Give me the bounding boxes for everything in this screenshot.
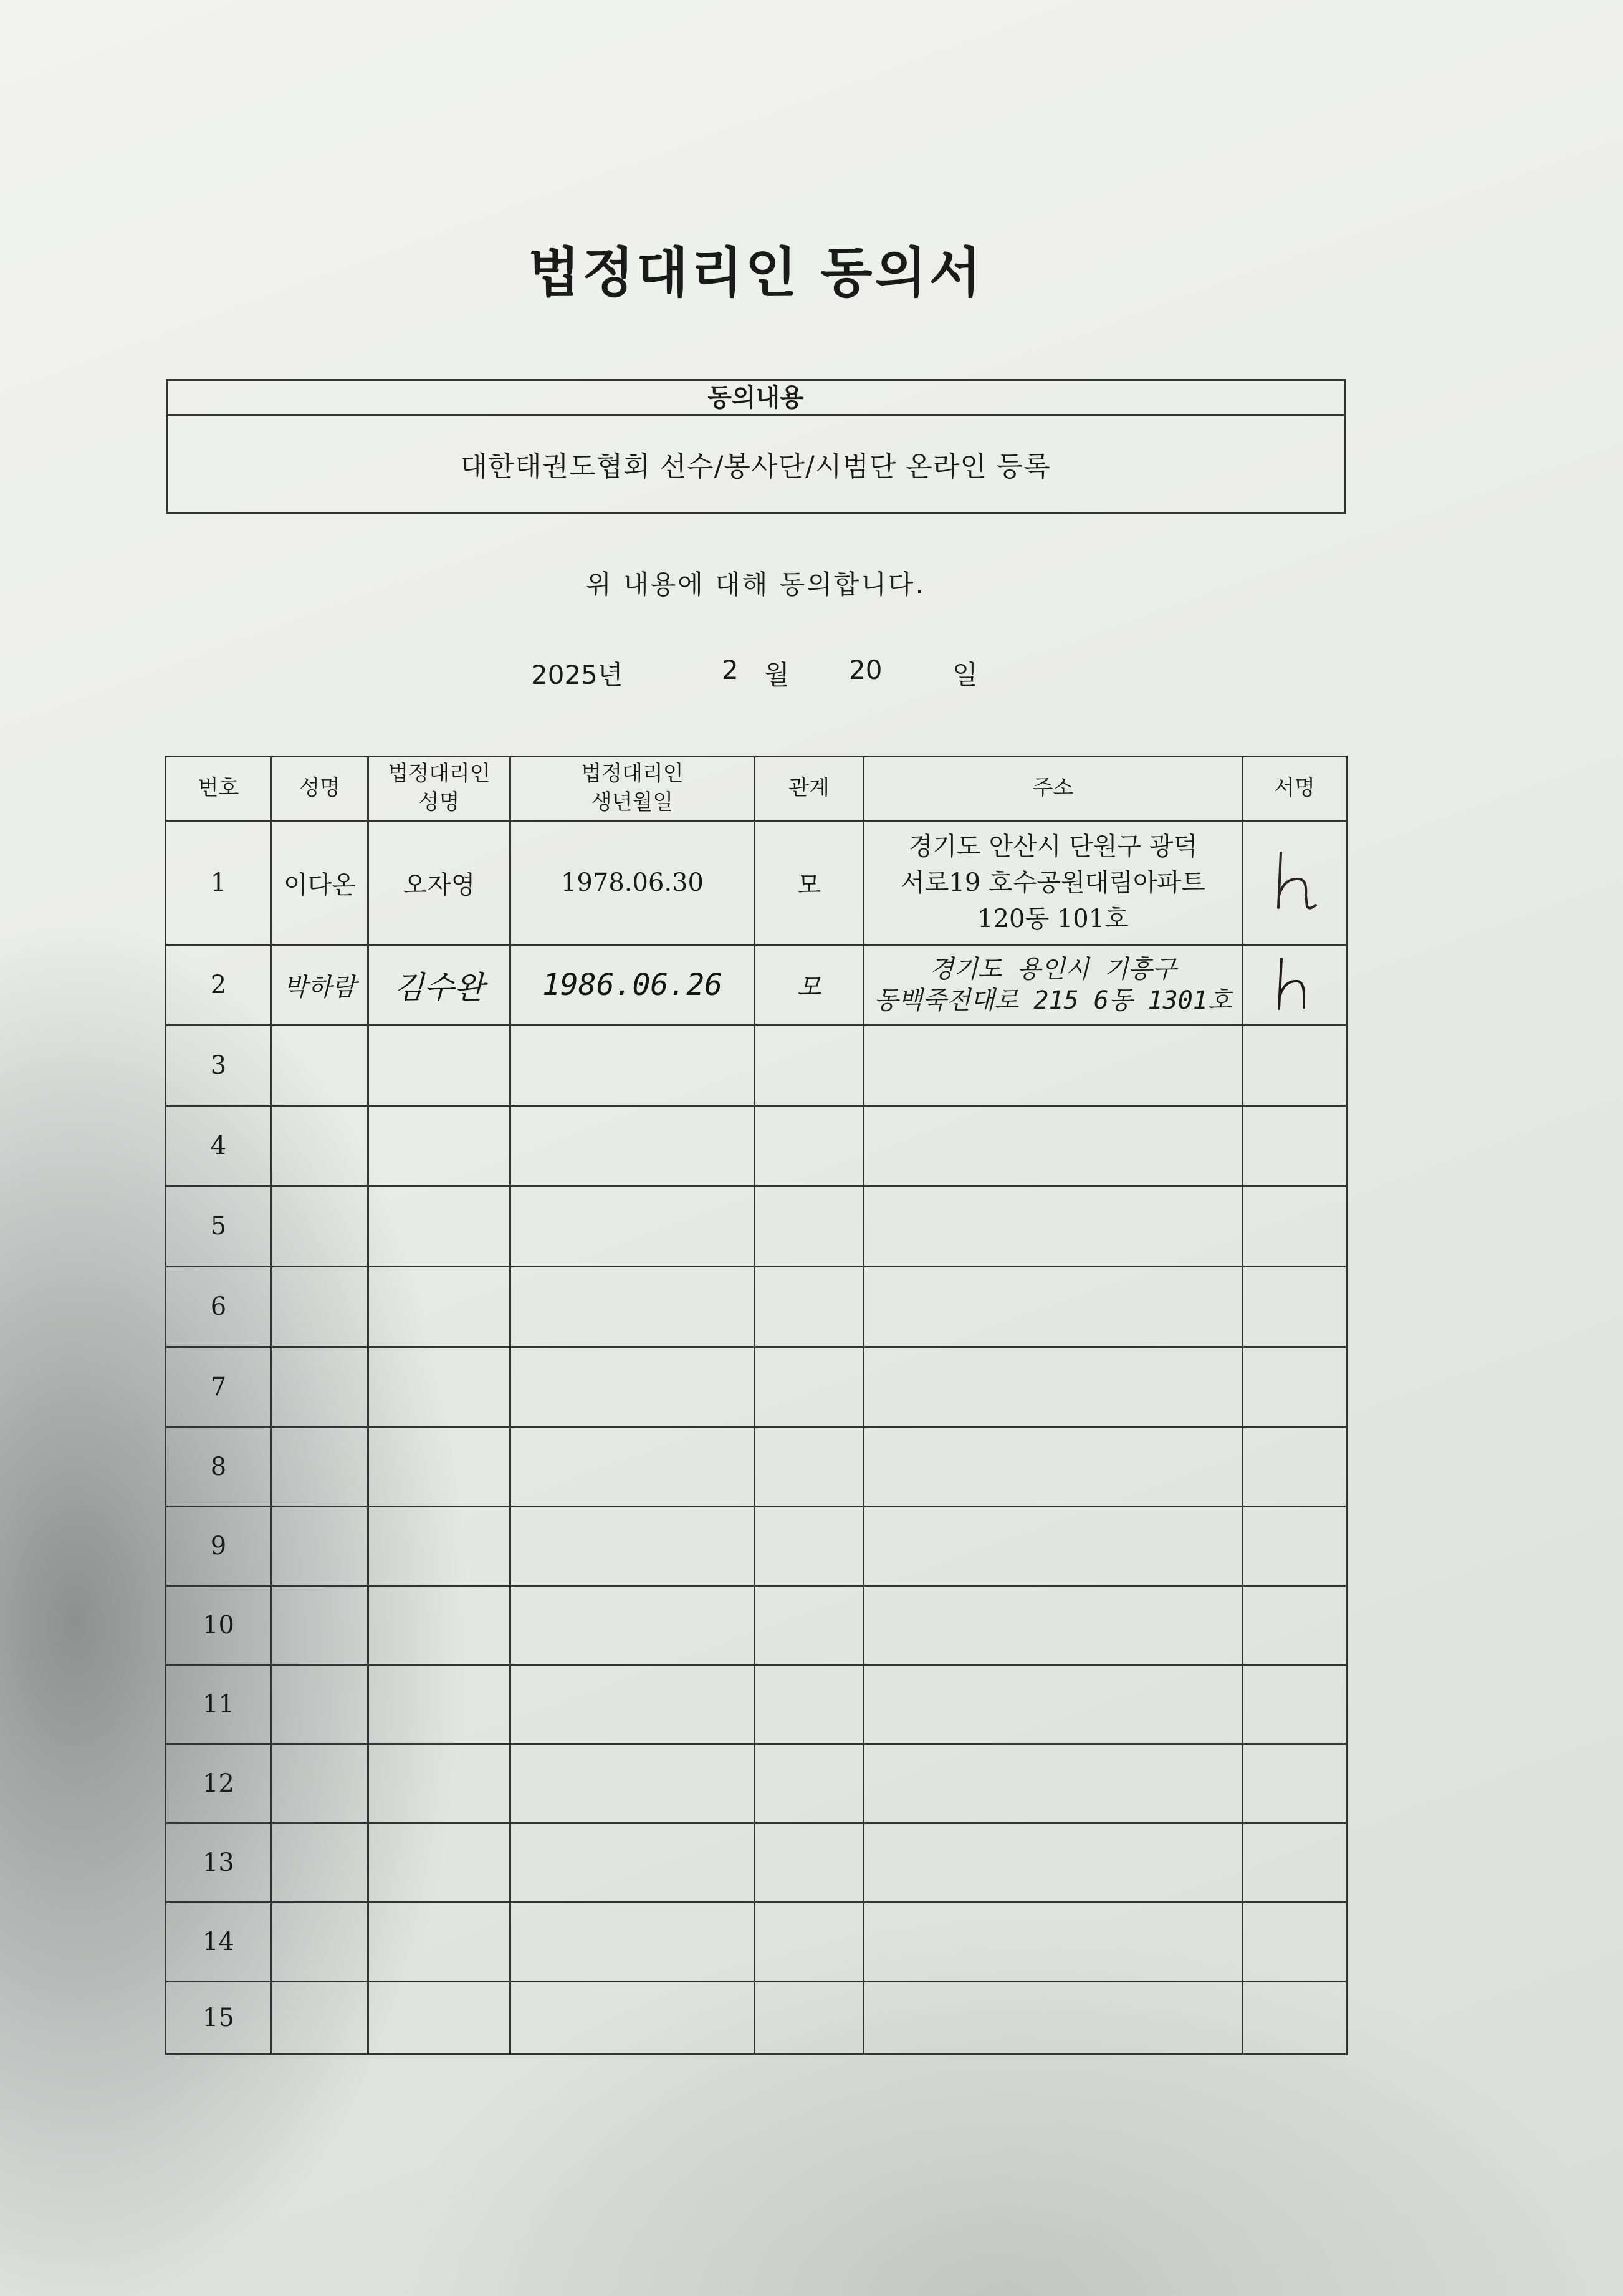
cell-relation: 모 xyxy=(755,945,864,1026)
date-month-unit: 월 xyxy=(764,660,790,690)
cell-relation: 모 xyxy=(755,821,864,945)
cell-no: 11 xyxy=(166,1665,272,1744)
table-row xyxy=(166,821,1347,945)
table-row xyxy=(166,1267,1347,1347)
address-line: 경기도 안산시 단원구 광덕 xyxy=(908,832,1198,861)
address-line: 120동 101호 xyxy=(977,905,1129,933)
table-row xyxy=(166,1903,1347,1982)
date-day-unit: 일 xyxy=(952,660,978,690)
cell-signature xyxy=(1243,821,1347,945)
table-row xyxy=(166,1586,1347,1665)
cell-guardian-name: 김수완 xyxy=(368,945,510,1026)
document-title: 법정대리인 동의서 xyxy=(528,241,984,304)
header-guardian-name-line2: 성명 xyxy=(418,790,460,815)
table-row xyxy=(166,1347,1347,1428)
table-row xyxy=(166,1982,1347,2055)
cell-no: 5 xyxy=(166,1186,272,1267)
cell-guardian-birth: 1978.06.30 xyxy=(510,821,755,945)
header-guardian-birth xyxy=(510,757,755,821)
header-guardian-name xyxy=(368,757,510,821)
cell-no: 6 xyxy=(166,1267,272,1347)
table-row xyxy=(166,1507,1347,1586)
agreement-statement: 위 내용에 대해 동의합니다. xyxy=(586,569,926,600)
cell-no: 8 xyxy=(166,1428,272,1507)
consent-content-box xyxy=(166,379,1346,514)
consent-date xyxy=(0,655,1623,692)
cell-no: 9 xyxy=(166,1507,272,1586)
header-guardian-name-line1: 법정대리인 xyxy=(388,761,491,787)
consent-content-header: 동의내용 xyxy=(168,381,1344,416)
cell-no: 15 xyxy=(166,1982,272,2055)
cell-address xyxy=(864,821,1243,945)
table-row xyxy=(166,1823,1347,1903)
cell-no: 14 xyxy=(166,1903,272,1982)
cell-guardian-name: 오자영 xyxy=(368,821,510,945)
handwritten-signature-icon xyxy=(1266,954,1323,1016)
table-row xyxy=(166,1186,1347,1267)
address-line: 경기도 용인시 기흥구 xyxy=(929,955,1177,984)
cell-address xyxy=(864,945,1243,1026)
cell-no: 10 xyxy=(166,1586,272,1665)
cell-no: 13 xyxy=(166,1823,272,1903)
cell-no: 3 xyxy=(166,1026,272,1106)
table-row xyxy=(166,1428,1347,1507)
cell-no: 4 xyxy=(166,1106,272,1186)
address-line: 동백죽전대로 215 6동 1301호 xyxy=(874,986,1232,1015)
header-signature: 서명 xyxy=(1243,757,1347,821)
cell-no: 12 xyxy=(166,1744,272,1823)
cell-no: 2 xyxy=(166,945,272,1026)
table-header-row xyxy=(166,757,1347,821)
table-row xyxy=(166,1026,1347,1106)
cell-signature xyxy=(1243,945,1347,1026)
table-row xyxy=(166,945,1347,1026)
table-row xyxy=(166,1665,1347,1744)
date-month: 2 xyxy=(722,655,739,685)
roster-table xyxy=(165,756,1348,2055)
header-no: 번호 xyxy=(166,757,272,821)
header-relation: 관계 xyxy=(755,757,864,821)
handwritten-signature-icon xyxy=(1263,845,1326,920)
cell-guardian-birth: 1986.06.26 xyxy=(510,945,755,1026)
consent-content-body: 대한태권도협회 선수/봉사단/시범단 온라인 등록 xyxy=(461,451,1051,483)
header-name: 성명 xyxy=(272,757,368,821)
cell-name: 이다온 xyxy=(272,821,368,945)
date-year: 2025년 xyxy=(531,660,623,690)
cell-no: 7 xyxy=(166,1347,272,1428)
header-guardian-birth-line1: 법정대리인 xyxy=(581,761,684,787)
address-line: 서로19 호수공원대림아파트 xyxy=(901,868,1205,897)
cell-no: 1 xyxy=(166,821,272,945)
date-day: 20 xyxy=(849,655,883,685)
header-guardian-birth-line2: 생년월일 xyxy=(591,790,674,815)
table-row xyxy=(166,1106,1347,1186)
table-row xyxy=(166,1744,1347,1823)
header-address: 주소 xyxy=(864,757,1243,821)
cell-name: 박하람 xyxy=(272,945,368,1026)
